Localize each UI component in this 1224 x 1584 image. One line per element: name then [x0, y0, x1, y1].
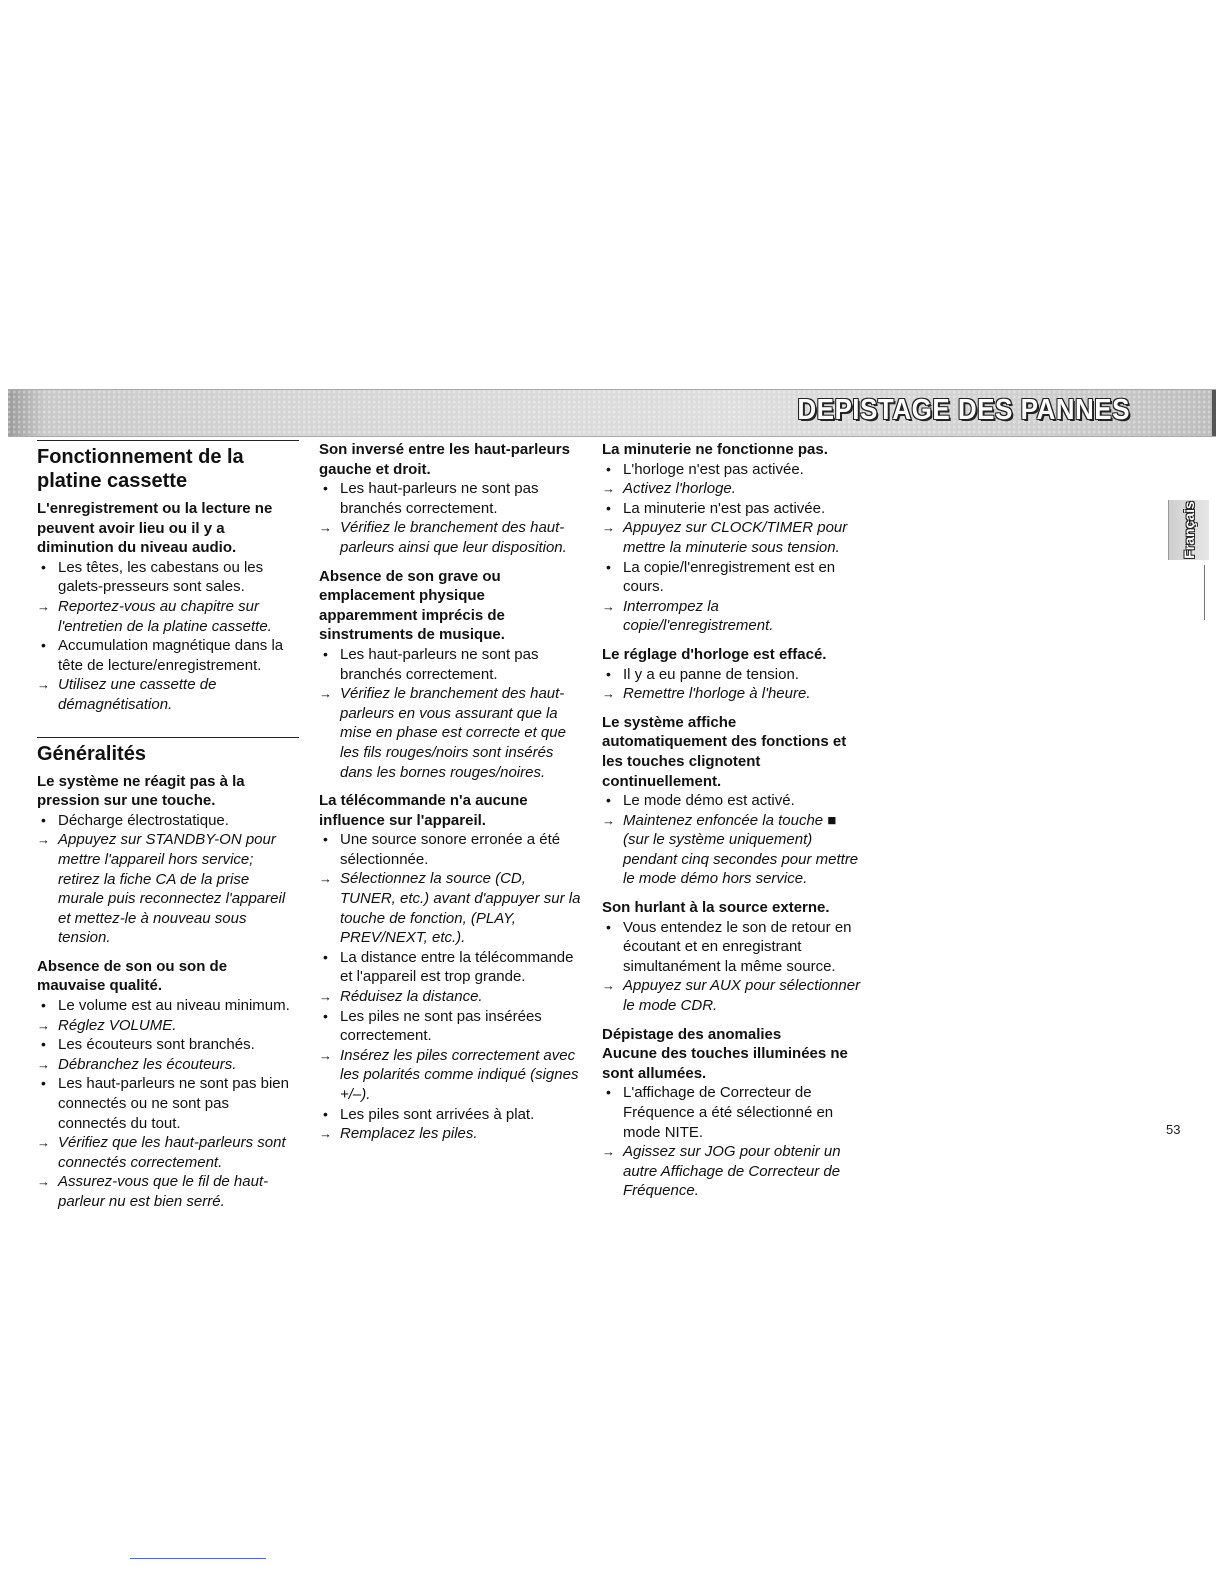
cause-text: Le volume est au niveau minimum. [58, 997, 290, 1015]
cause-text: Les piles ne sont pas insérées correctement. [340, 1007, 542, 1045]
remedy-text: Reportez-vous au chapitre sur l'entretien de la platine cassette. [58, 597, 272, 635]
remedy-item [37, 675, 299, 714]
problem-heading: L'enregistrement ou la lecture ne peuvent avoir lieu ou il y a diminution du niveau audio. [37, 500, 273, 557]
cause-text: Le mode démo est activé. [623, 792, 795, 810]
remedy-item [602, 479, 864, 499]
remedy-text: Réduisez la distance. [340, 988, 483, 1006]
remedy-text: Vérifiez le branchement des haut-parleurs en vous assurant que la mise en phase est correcte et que les fils rouges/noirs sont insérés dans les bornes rouges/noires. [340, 685, 566, 781]
bullet-icon: • [323, 645, 328, 662]
problem-heading: Son inversé entre les haut-parleurs gauche et droit. [319, 441, 570, 478]
cause-item [319, 1105, 581, 1125]
cause-text: Les haut-parleurs ne sont pas branchés correctement. [340, 480, 539, 517]
arrow-right-icon: → [319, 871, 332, 887]
cause-text: Les haut-parleurs ne sont pas bien connectés ou ne sont pas connectés du tout. [58, 1075, 289, 1132]
remedy-text: Appuyez sur CLOCK/TIMER pour mettre la minuterie sous tension. [623, 519, 848, 556]
page-number: 53 [1166, 1122, 1181, 1137]
cause-text: Les têtes, les cabestans ou les galets-presseurs sont sales. [58, 558, 264, 596]
remedy-item [319, 869, 581, 947]
remedy-item [37, 1172, 299, 1211]
arrow-right-icon: → [37, 1056, 50, 1072]
remedy-item [37, 1133, 299, 1172]
cause-text: La minuterie n'est pas activée. [623, 499, 826, 517]
page-title: DEPISTAGE DES PANNES [797, 392, 1130, 426]
cause-text: Les piles sont arrivées à plat. [340, 1105, 535, 1123]
remedy-text: Appuyez sur AUX pour sélectionner le mode CDR. [623, 977, 861, 1015]
remedy-item [319, 987, 581, 1007]
remedy-item [319, 518, 581, 557]
remedy-text: Sélectionnez la source (CD, TUNER, etc.) avant d'appuyer sur la touche de fonction, (PLAY, PREV/NEXT, etc.). [340, 870, 581, 947]
cause-text: Vous entendez le son de retour en écoutant et en enregistrant simultanément la même source. [623, 918, 852, 975]
cause-item [37, 811, 299, 831]
bullet-icon: • [41, 637, 46, 654]
problem-heading: Son hurlant à la source externe. [602, 899, 830, 917]
remedy-text: Remplacez les piles. [340, 1125, 478, 1143]
cause-item [602, 791, 864, 811]
cause-item [602, 499, 864, 519]
section-heading: Généralités [37, 737, 299, 766]
arrow-right-icon: → [602, 481, 615, 497]
cause-item [319, 948, 581, 987]
bullet-icon: • [41, 558, 46, 575]
remedy-text: Agissez sur JOG pour obtenir un autre Affichage de Correcteur de Fréquence. [623, 1143, 841, 1200]
cause-item [37, 558, 299, 597]
cause-text: Une source sonore erronée a été sélectionnée. [340, 831, 561, 868]
remedy-item [602, 518, 864, 557]
cause-text: Accumulation magnétique dans la tête de lecture/enregistrement. [58, 637, 284, 674]
remedy-item [602, 597, 864, 636]
remedy-item [602, 1142, 864, 1201]
cause-item [319, 830, 581, 869]
cause-text: L'affichage de Correcteur de Fréquence a été sélectionné en mode NITE. [623, 1084, 834, 1141]
bullet-icon: • [323, 1105, 328, 1122]
cause-text: L'horloge n'est pas activée. [623, 460, 804, 478]
cause-text: Les écouteurs sont branchés. [58, 1036, 255, 1054]
section-banner [8, 389, 1216, 437]
bullet-icon: • [41, 1036, 46, 1053]
column-middle [319, 440, 581, 1144]
remedy-item [37, 597, 299, 636]
arrow-right-icon: → [602, 812, 615, 828]
arrow-right-icon: → [602, 598, 615, 614]
section-heading: Fonctionnement de la platine cassette [37, 440, 299, 493]
arrow-right-icon: → [319, 686, 332, 702]
arrow-right-icon: → [602, 520, 615, 536]
problem-heading: La minuterie ne fonctionne pas. [602, 441, 828, 458]
cause-item [602, 1083, 864, 1142]
cause-item [37, 1035, 299, 1055]
arrow-right-icon: → [319, 989, 332, 1005]
remedy-text: Assurez-vous que le fil de haut-parleur nu est bien serré. [58, 1173, 269, 1210]
cause-item [602, 918, 864, 977]
arrow-right-icon: → [319, 1047, 332, 1063]
remedy-text: Interrompez la copie/l'enregistrement. [623, 597, 774, 635]
bullet-icon: • [606, 918, 611, 935]
bullet-icon: • [323, 948, 328, 965]
arrow-right-icon: → [602, 1144, 615, 1160]
bullet-icon: • [323, 831, 328, 848]
cause-item [602, 665, 864, 685]
remedy-item [602, 811, 864, 889]
banner-edge [1212, 390, 1216, 436]
cause-text: Il y a eu panne de tension. [623, 665, 799, 683]
problem-heading: Absence de son ou son de mauvaise qualité. [37, 957, 228, 995]
remedy-item [37, 1016, 299, 1036]
remedy-text: Appuyez sur STANDBY-ON pour mettre l'appareil hors service; retirez la fiche CA de la prise murale puis reconnectez l'appareil et mettez-le à nouveau sous tension. [58, 831, 286, 947]
bullet-icon: • [323, 1007, 328, 1024]
bullet-icon: • [41, 1075, 46, 1092]
remedy-text: Vérifiez que les haut-parleurs sont connectés correctement. [58, 1134, 286, 1171]
problem-heading: Le système affiche automatiquement des fonctions et les touches clignotent continuellement. [602, 713, 847, 790]
column-left [37, 440, 299, 1212]
bullet-icon: • [41, 997, 46, 1014]
problem-heading: Dépistage des anomalies [602, 1025, 782, 1043]
remedy-text: Débranchez les écouteurs. [58, 1055, 237, 1073]
problem-heading: Absence de son grave ou emplacement physique apparemment imprécis de sinstruments de musique. [319, 567, 505, 644]
remedy-item [319, 1046, 581, 1105]
remedy-text: Utilisez une cassette de démagnétisation. [58, 676, 217, 713]
arrow-right-icon: → [602, 978, 615, 994]
remedy-text: Remettre l'horloge à l'heure. [623, 685, 811, 703]
arrow-right-icon: → [319, 520, 332, 536]
remedy-item [319, 684, 581, 782]
cause-text: Décharge électrostatique. [58, 811, 229, 829]
arrow-right-icon: → [37, 1174, 50, 1190]
footer-rule [130, 1558, 266, 1559]
remedy-item [602, 684, 864, 704]
bullet-icon: • [606, 792, 611, 809]
arrow-right-icon: → [37, 832, 50, 848]
problem-heading: Le réglage d'horloge est effacé. [602, 645, 827, 663]
problem-heading: Aucune des touches illuminées ne sont allumées. [602, 1045, 848, 1082]
remedy-item [37, 830, 299, 948]
bullet-icon: • [606, 1084, 611, 1101]
remedy-text: Maintenez enfoncée la touche ■ (sur le système uniquement) pendant cinq secondes pour mettre le mode démo hors service. [623, 811, 859, 888]
remedy-item [319, 1124, 581, 1144]
cause-item [37, 996, 299, 1016]
arrow-right-icon: → [602, 686, 615, 702]
cause-item [319, 479, 581, 518]
arrow-right-icon: → [37, 598, 50, 614]
arrow-right-icon: → [37, 1017, 50, 1033]
language-tab-label: Français [1181, 501, 1197, 559]
margin-rule [1204, 565, 1205, 620]
bullet-icon: • [41, 811, 46, 828]
remedy-text: Activez l'horloge. [623, 480, 736, 498]
remedy-item [37, 1055, 299, 1075]
bullet-icon: • [606, 460, 611, 477]
remedy-item [602, 976, 864, 1015]
remedy-text: Vérifiez le branchement des haut-parleurs ainsi que leur disposition. [340, 519, 567, 556]
column-right [602, 440, 864, 1201]
problem-heading: Le système ne réagit pas à la pression sur une touche. [37, 772, 245, 810]
bullet-icon: • [323, 480, 328, 497]
cause-text: La copie/l'enregistrement est en cours. [623, 558, 836, 596]
problem-heading: La télécommande n'a aucune influence sur l'appareil. [319, 792, 528, 829]
cause-item [319, 1007, 581, 1046]
language-tab [1168, 500, 1209, 560]
arrow-right-icon: → [37, 1135, 50, 1151]
remedy-text: Réglez VOLUME. [58, 1016, 177, 1034]
cause-item [602, 558, 864, 597]
cause-text: La distance entre la télécommande et l'appareil est trop grande. [340, 948, 574, 986]
arrow-right-icon: → [37, 677, 50, 693]
cause-item [37, 1074, 299, 1133]
cause-text: Les haut-parleurs ne sont pas branchés correctement. [340, 645, 539, 683]
bullet-icon: • [606, 499, 611, 516]
remedy-text: Insérez les piles correctement avec les polarités comme indiqué (signes +/–). [340, 1046, 579, 1103]
bullet-icon: • [606, 558, 611, 575]
bullet-icon: • [606, 665, 611, 682]
arrow-right-icon: → [319, 1126, 332, 1142]
cause-item [37, 636, 299, 675]
cause-item [319, 645, 581, 684]
cause-item [602, 460, 864, 480]
